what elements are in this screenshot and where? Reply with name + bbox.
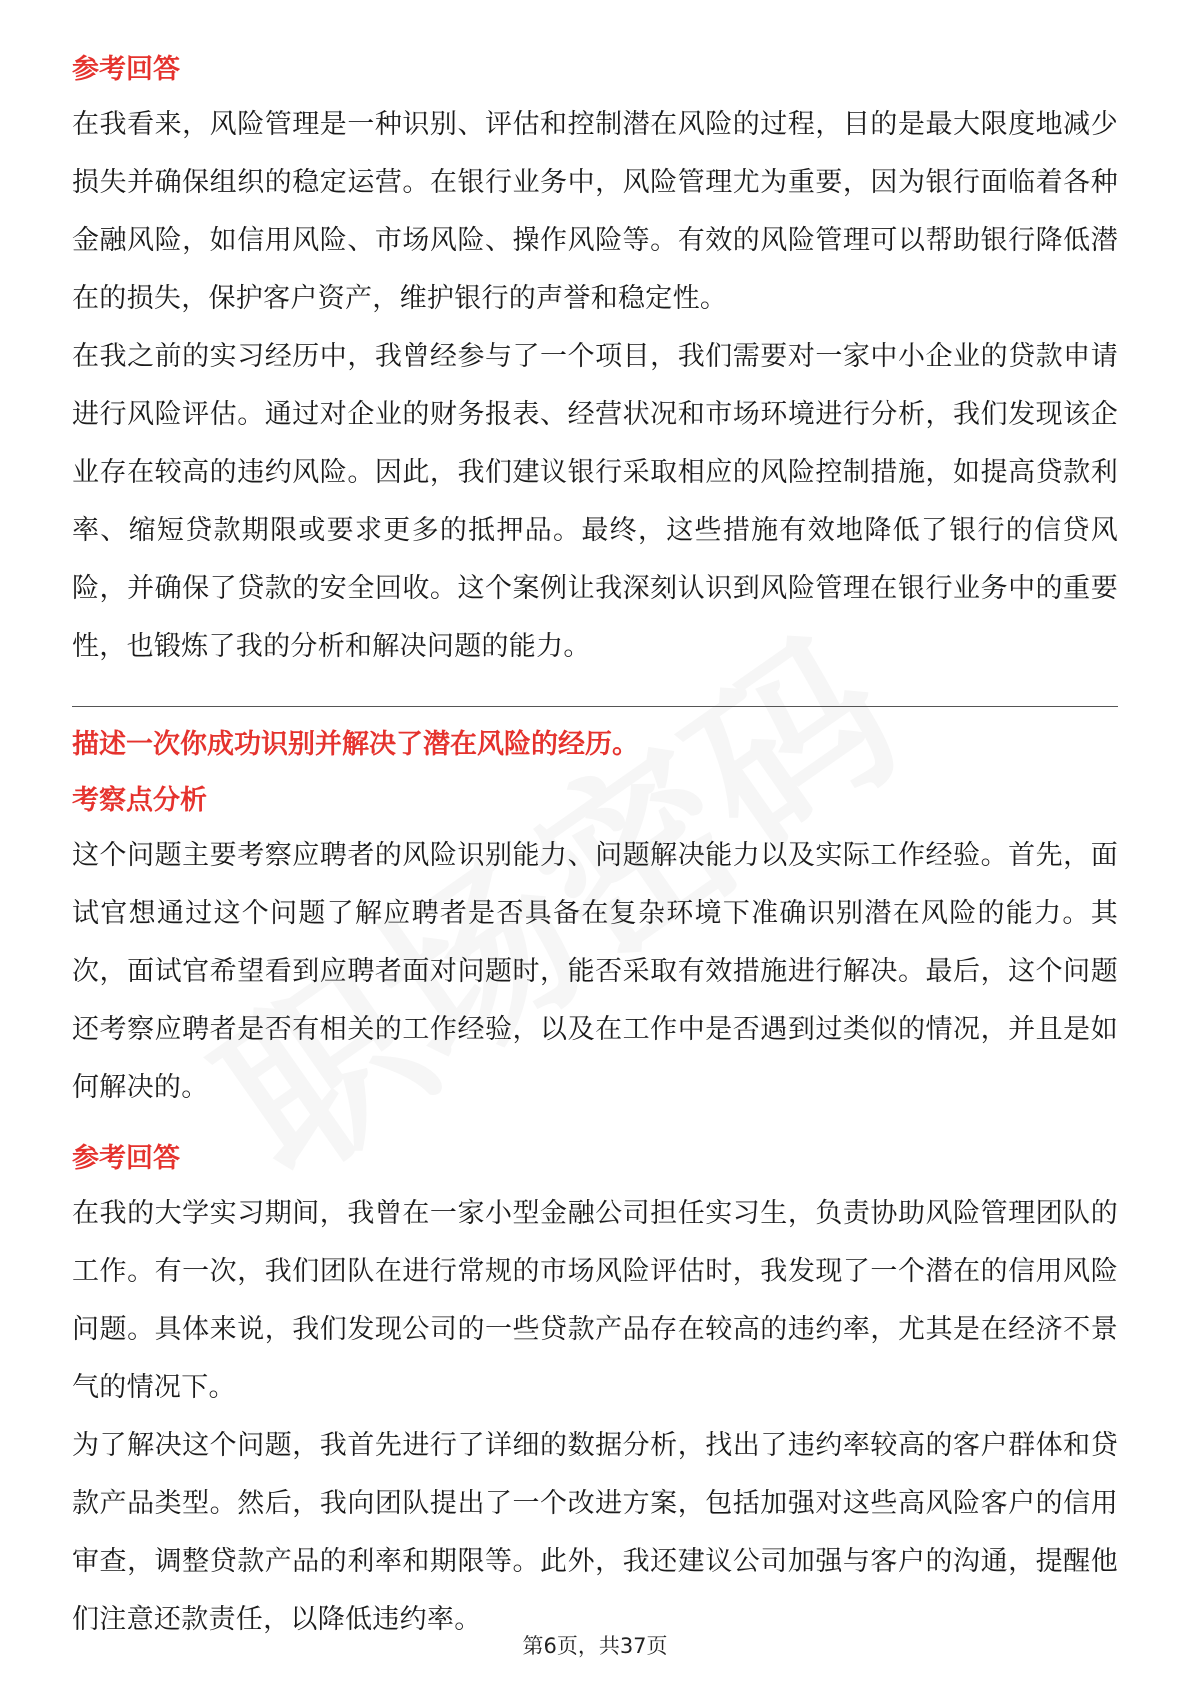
answer-heading-1: 参考回答 xyxy=(72,54,180,85)
document-page xyxy=(72,46,1118,1649)
analysis-paragraph: 这个问题主要考察应聘者的风险识别能力、问题解决能力以及实际工作经验。首先，面试官想通过这个问题了解应聘者是否具备在复杂环境下准确识别潜在风险的能力。其次，面试官希望看到应聘者面对问题时，能否采取有效措施进行解决。最后，这个问题还考察应聘者是否有相关的工作经验，以及在工作中是否遇到过类似的情况，并且是如何解决的。 xyxy=(72,840,1118,1103)
interview-question: 描述一次你成功识别并解决了潜在风险的经历。 xyxy=(72,729,639,760)
analysis-heading: 考察点分析 xyxy=(72,785,207,816)
answer-paragraph: 在我看来，风险管理是一种识别、评估和控制潜在风险的过程，目的是最大限度地减少损失并确保组织的稳定运营。在银行业务中，风险管理尤为重要，因为银行面临着各种金融风险，如信用风险、市场风险、操作风险等。有效的风险管理可以帮助银行降低潜在的损失，保护客户资产，维护银行的声誉和稳定性。 xyxy=(72,109,1118,314)
answer-paragraph: 在我的大学实习期间，我曾在一家小型金融公司担任实习生，负责协助风险管理团队的工作。有一次，我们团队在进行常规的市场风险评估时，我发现了一个潜在的信用风险问题。具体来说，我们发现公司的一些贷款产品存在较高的违约率，尤其是在经济不景气的情况下。 xyxy=(72,1198,1118,1403)
answer-heading-2: 参考回答 xyxy=(72,1143,180,1174)
section-divider xyxy=(72,706,1118,707)
answer-paragraph: 在我之前的实习经历中，我曾经参与了一个项目，我们需要对一家中小企业的贷款申请进行风险评估。通过对企业的财务报表、经营状况和市场环境进行分析，我们发现该企业存在较高的违约风险。因此，我们建议银行采取相应的风险控制措施，如提高贷款利率、缩短贷款期限或要求更多的抵押品。最终，这些措施有效地降低了银行的信贷风险，并确保了贷款的安全回收。这个案例让我深刻认识到风险管理在银行业务中的重要性，也锻炼了我的分析和解决问题的能力。 xyxy=(72,341,1118,662)
page-number: 第6页，共37页 xyxy=(522,1634,668,1658)
answer-paragraph: 为了解决这个问题，我首先进行了详细的数据分析，找出了违约率较高的客户群体和贷款产品类型。然后，我向团队提出了一个改进方案，包括加强对这些高风险客户的信用审查，调整贷款产品的利率和期限等。此外，我还建议公司加强与客户的沟通，提醒他们注意还款责任，以降低违约率。 xyxy=(72,1430,1118,1635)
